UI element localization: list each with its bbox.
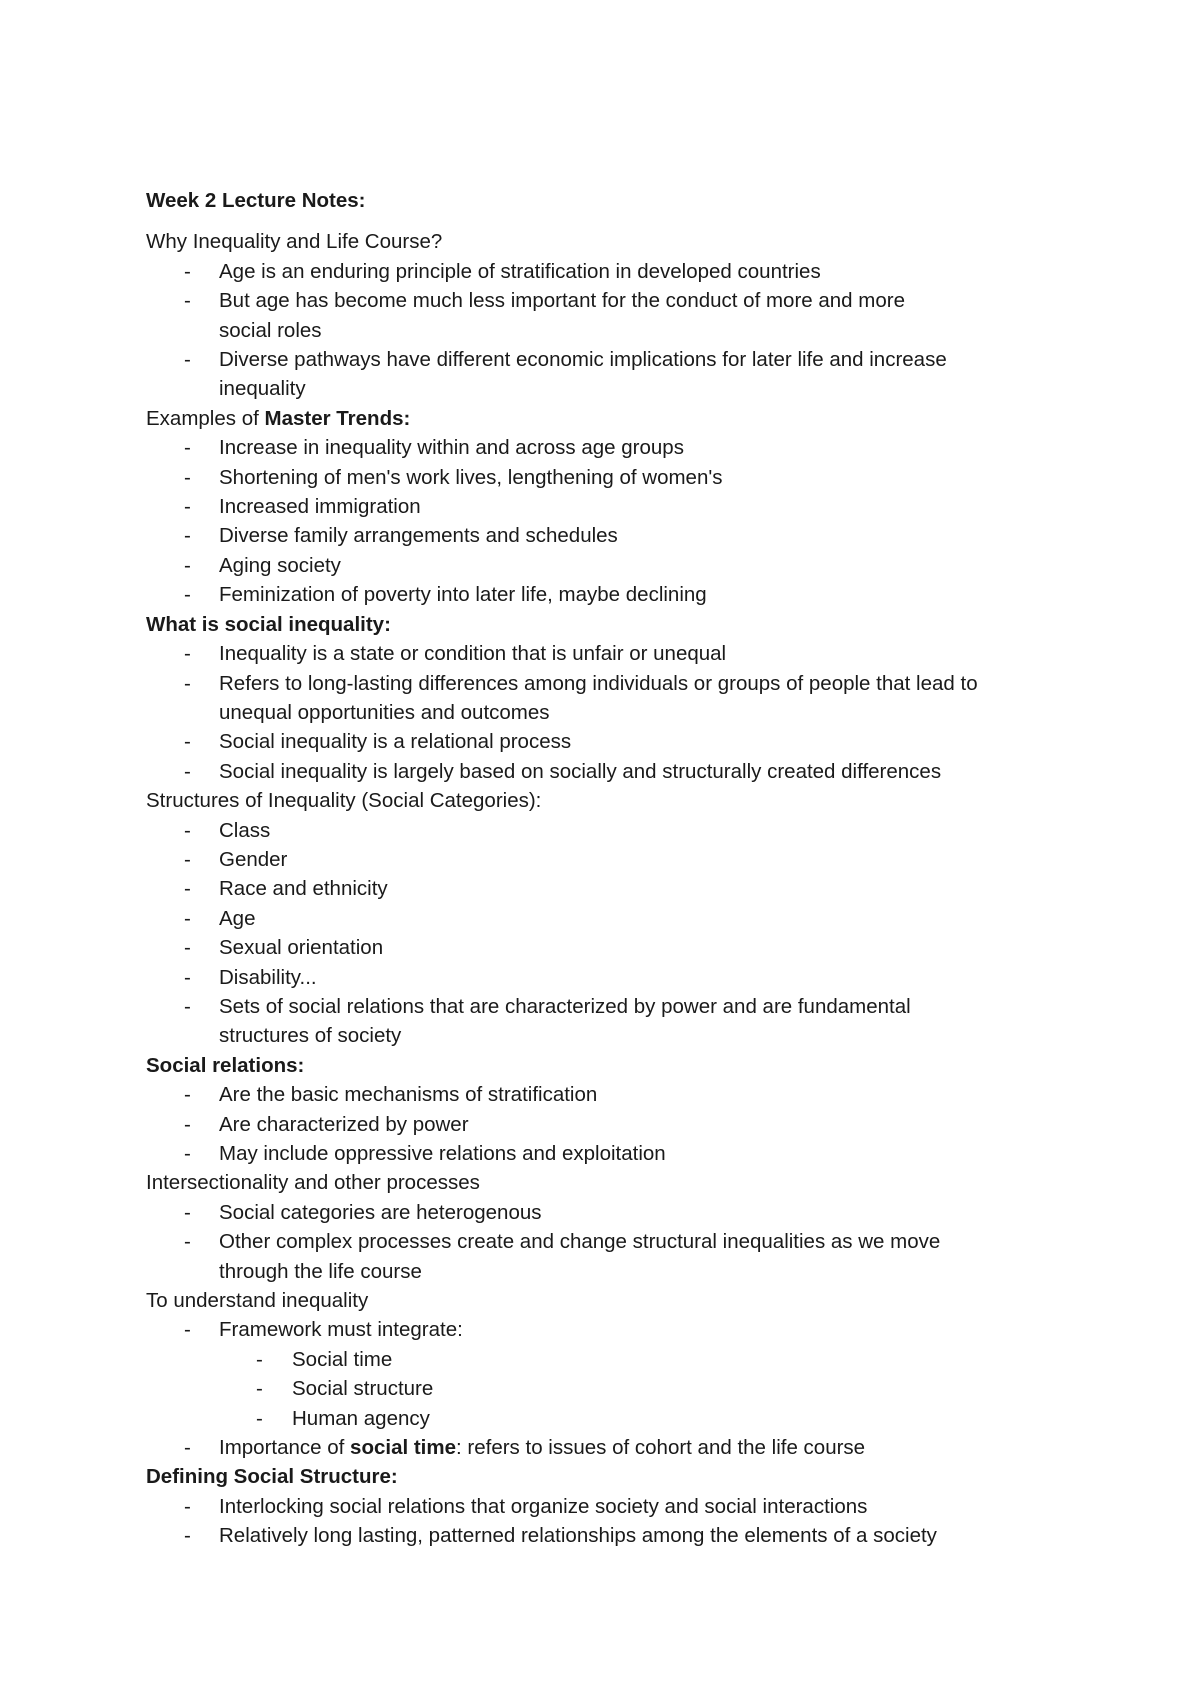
bullet-dash: - xyxy=(184,1112,191,1136)
list-item: - But age has become much less important for the conduct of more and more social roles xyxy=(146,286,1066,345)
bullet-dash: - xyxy=(184,671,191,695)
list-item: - Framework must integrate: xyxy=(146,1315,1066,1344)
bullet-dash: - xyxy=(256,1377,263,1401)
list-item: - Importance of social time: refers to issues of cohort and the life course xyxy=(146,1433,1066,1462)
list-item: - Diverse family arrangements and schedules xyxy=(146,521,1066,550)
bullet-dash: - xyxy=(184,1230,191,1254)
bullet-dash: - xyxy=(184,495,191,519)
list-item: - Relatively long lasting, patterned relationships among the elements of a society xyxy=(146,1521,1066,1550)
bullet-dash: - xyxy=(184,642,191,666)
bullet-dash: - xyxy=(184,906,191,930)
section-heading-structures: Structures of Inequality (Social Categories): xyxy=(146,789,542,813)
bullet-dash: - xyxy=(184,730,191,754)
list-item: - Class xyxy=(146,816,1066,845)
sub-list-item: - Human agency xyxy=(146,1404,1066,1433)
list-item: - Sexual orientation xyxy=(146,933,1066,962)
bullet-dash: - xyxy=(184,1083,191,1107)
list-item: - Refers to long-lasting differences among individuals or groups of people that lead to unequal opportunities and outcomes xyxy=(146,669,1066,728)
bullet-dash: - xyxy=(184,994,191,1018)
sub-list-item: - Social structure xyxy=(146,1374,1066,1403)
sub-list-item: - Social time xyxy=(146,1345,1066,1374)
bullet-dash: - xyxy=(184,289,191,313)
bullet-dash: - xyxy=(184,965,191,989)
bullet-dash: - xyxy=(184,877,191,901)
bullet-dash: - xyxy=(184,553,191,577)
bullet-dash: - xyxy=(184,847,191,871)
list-item: - Age is an enduring principle of stratification in developed countries xyxy=(146,257,1066,286)
bullet-dash: - xyxy=(184,1200,191,1224)
list-item: - Diverse pathways have different economic implications for later life and increase inequality xyxy=(146,345,1066,404)
lecture-notes-body xyxy=(146,186,1066,1551)
section-heading-master-trends: Examples of Master Trends: xyxy=(146,406,411,430)
section-heading-intersectionality: Intersectionality and other processes xyxy=(146,1171,480,1195)
list-item: - Aging society xyxy=(146,551,1066,580)
list-item: - Inequality is a state or condition that is unfair or unequal xyxy=(146,639,1066,668)
page-title: Week 2 Lecture Notes: xyxy=(146,189,366,212)
bullet-dash: - xyxy=(184,524,191,548)
bullet-dash: - xyxy=(256,1347,263,1371)
list-item: - Shortening of men's work lives, lengthening of women's xyxy=(146,463,1066,492)
bullet-dash: - xyxy=(184,936,191,960)
list-item: - Social categories are heterogenous xyxy=(146,1198,1066,1227)
list-item: - May include oppressive relations and exploitation xyxy=(146,1139,1066,1168)
bullet-dash: - xyxy=(184,583,191,607)
list-item: - Other complex processes create and change structural inequalities as we move through the life course xyxy=(146,1227,1066,1286)
list-item: - Age xyxy=(146,904,1066,933)
list-item: - Sets of social relations that are characterized by power and are fundamental structures of society xyxy=(146,992,1066,1051)
list-item: - Are characterized by power xyxy=(146,1110,1066,1139)
list-item: - Are the basic mechanisms of stratification xyxy=(146,1080,1066,1109)
master-trends-bold: Master Trends: xyxy=(264,406,411,430)
social-time-bold: social time xyxy=(350,1436,457,1460)
list-item: - Gender xyxy=(146,845,1066,874)
section-heading-understand: To understand inequality xyxy=(146,1289,369,1313)
bullet-dash: - xyxy=(184,1318,191,1342)
bullet-dash: - xyxy=(184,259,191,283)
list-item: - Increase in inequality within and across age groups xyxy=(146,433,1066,462)
section-heading-why: Why Inequality and Life Course? xyxy=(146,230,443,254)
list-item: - Social inequality is largely based on socially and structurally created differences xyxy=(146,757,1066,786)
bullet-dash: - xyxy=(256,1406,263,1430)
bullet-dash: - xyxy=(184,465,191,489)
list-item: - Feminization of poverty into later life, maybe declining xyxy=(146,580,1066,609)
list-item: - Race and ethnicity xyxy=(146,874,1066,903)
bullet-dash: - xyxy=(184,348,191,372)
bullet-dash: - xyxy=(184,1524,191,1548)
list-item: - Increased immigration xyxy=(146,492,1066,521)
list-item: - Social inequality is a relational process xyxy=(146,727,1066,756)
bullet-dash: - xyxy=(184,759,191,783)
section-heading-social-relations: Social relations: xyxy=(146,1053,305,1077)
bullet-dash: - xyxy=(184,1436,191,1460)
section-heading-social-inequality: What is social inequality: xyxy=(146,612,391,636)
bullet-dash: - xyxy=(184,1142,191,1165)
list-item: - Interlocking social relations that organize society and social interactions xyxy=(146,1492,1066,1521)
bullet-dash: - xyxy=(184,818,191,842)
bullet-dash: - xyxy=(184,436,191,460)
section-heading-defining: Defining Social Structure: xyxy=(146,1465,398,1489)
bullet-dash: - xyxy=(184,1494,191,1518)
list-item: - Disability... xyxy=(146,963,1066,992)
